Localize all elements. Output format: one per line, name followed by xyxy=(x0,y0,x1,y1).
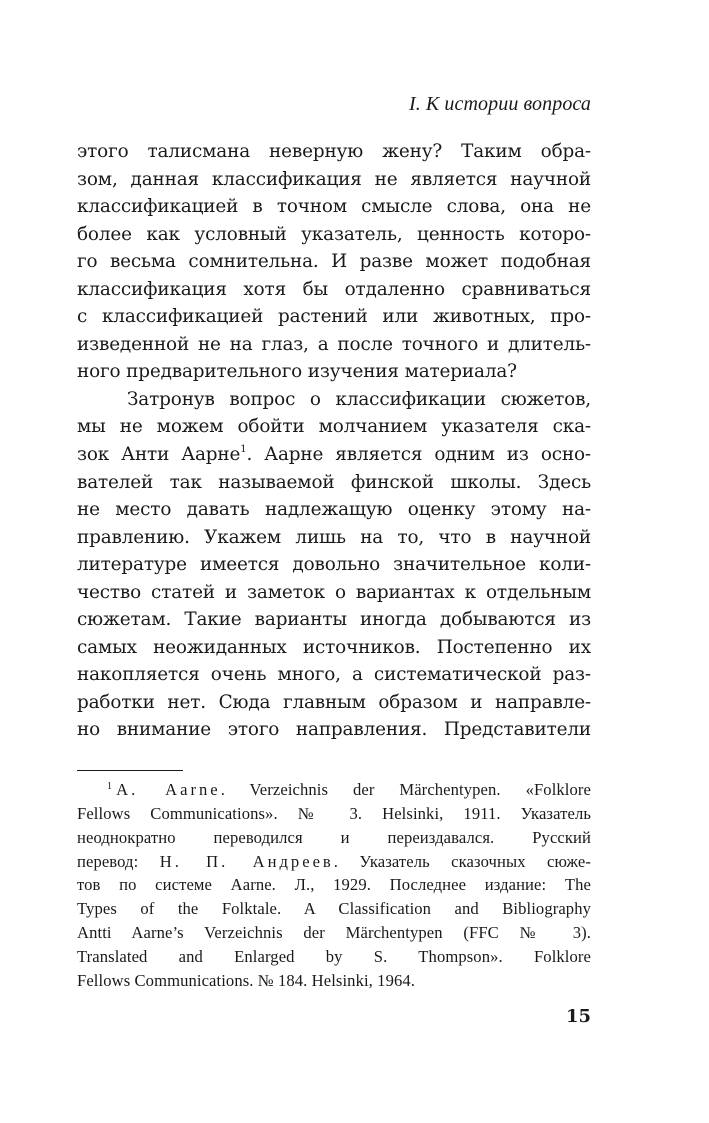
body-line: с классификацией растений или животных, про- xyxy=(77,306,591,328)
body-line: сюжетам. Такие варианты иногда добываются из xyxy=(77,609,591,631)
footnote-ref[interactable]: 1 xyxy=(240,444,247,456)
footnote-divider xyxy=(77,770,183,771)
footnote-line: Types of the Folktale. A Classification and Bibliography xyxy=(77,899,591,919)
body-line-with-footnote-ref xyxy=(77,441,591,469)
body-line: правлению. Укажем лишь на то, что в научной xyxy=(77,526,591,548)
body-text xyxy=(77,138,591,744)
footnote-marker: 1 xyxy=(107,781,113,792)
body-line: более как условный указатель, ценность которо- xyxy=(77,223,591,245)
footnote xyxy=(77,778,591,993)
footnote-line: Antti Aarne’s Verzeichnis der Märchentypen (FFC № 3). xyxy=(77,923,591,943)
footnote-line: Fellows Communications. № 184. Helsinki, 1964. xyxy=(77,970,416,990)
footnote-line: Translated and Enlarged by S. Thompson». Folklore xyxy=(77,946,591,966)
body-line: ного предварительного изучения материала? xyxy=(77,361,517,383)
footnote-line: неоднократно переводился и переиздавался. Русский xyxy=(77,827,591,847)
footnote-author: A. Aarne xyxy=(116,780,221,799)
body-line: классификацией в точном смысле слова, она не xyxy=(77,196,591,218)
body-line: работки нет. Сюда главным образом и направле- xyxy=(77,691,591,713)
body-line: но внимание этого направления. Представители xyxy=(77,719,591,741)
body-line: не место давать надлежащую оценку этому на- xyxy=(77,499,591,521)
body-line: литературе имеется довольно значительное коли- xyxy=(77,554,591,576)
footnote-text: перевод: xyxy=(77,851,160,871)
body-line: изведенной не на глаз, а после точного и длитель- xyxy=(77,333,591,355)
footnote-text: . Verzeichnis der Märchentypen. «Folklore xyxy=(220,780,591,799)
footnote-author: Н. П. Андреев xyxy=(159,851,334,871)
body-line-part: зок Анти Аарне xyxy=(77,444,241,466)
footnote-line xyxy=(77,778,591,802)
footnote-line: тов по системе Aarne. Л., 1929. Последнее издание: The xyxy=(77,875,591,895)
footnote-line xyxy=(77,850,591,874)
body-line: зом, данная классификация не является научной xyxy=(77,168,591,190)
body-line-part: . Аарне является одним из осно- xyxy=(246,444,591,466)
body-line: го весьма сомнительна. И разве может подобная xyxy=(77,251,591,273)
body-line: Затронув вопрос о классификации сюжетов, xyxy=(127,388,591,410)
body-line: мы не можем обойти молчанием указателя ска- xyxy=(77,416,591,438)
body-line: чество статей и заметок о вариантах к отдельным xyxy=(77,581,591,603)
body-line: классификация хотя бы отдаленно сравниваться xyxy=(77,278,591,300)
body-line: накопляется очень много, а систематической раз- xyxy=(77,664,591,686)
body-line: вателей так называемой финской школы. Здесь xyxy=(77,471,591,493)
page-number: 15 xyxy=(565,1006,591,1027)
running-head: I. К истории вопроса xyxy=(408,93,591,115)
footnote-line: Fellows Communications». № 3. Helsinki, 1911. Указатель xyxy=(77,803,591,823)
footnote-text: . Указатель сказочных сюже- xyxy=(333,851,591,871)
body-line: этого талисмана неверную жену? Таким обра- xyxy=(77,141,591,162)
body-line: самых неожиданных источников. Постепенно их xyxy=(77,636,591,658)
